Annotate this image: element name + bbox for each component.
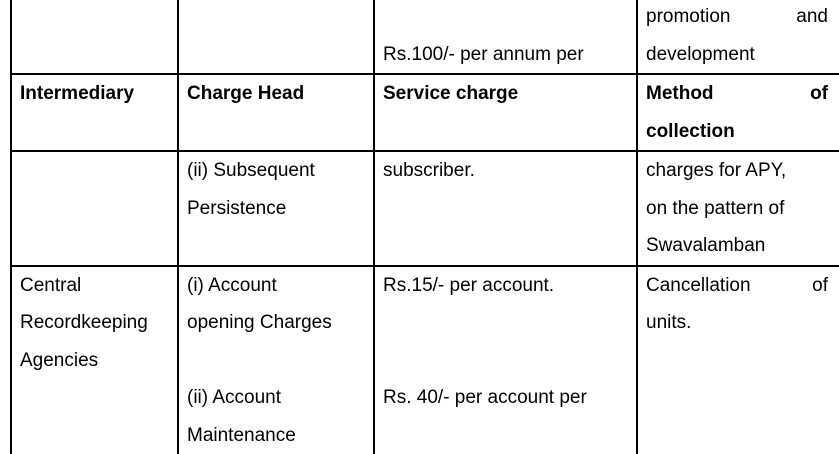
cell-method bbox=[636, 0, 839, 73]
service-charge-text: subscriber. bbox=[383, 152, 636, 190]
method-word: of bbox=[812, 267, 828, 305]
method-text: development bbox=[646, 36, 828, 74]
intermediary-text: Agencies bbox=[20, 342, 177, 380]
header-intermediary bbox=[10, 75, 177, 150]
method-text: on the pattern of bbox=[646, 190, 828, 228]
cell-method bbox=[636, 267, 839, 454]
service-charge-text: Rs.15/- per account. bbox=[383, 267, 636, 305]
cell-method bbox=[636, 152, 839, 265]
table-row-continued bbox=[10, 0, 839, 75]
cell-intermediary-empty bbox=[10, 0, 177, 73]
header-method-word: Method bbox=[646, 75, 714, 113]
header-charge-head-label: Charge Head bbox=[187, 75, 373, 113]
header-charge-head bbox=[177, 75, 373, 150]
service-charge-text: Rs. 40/- per account per bbox=[383, 379, 636, 417]
method-word: and bbox=[796, 0, 828, 36]
intermediary-text: Recordkeeping bbox=[20, 304, 177, 342]
method-word: Cancellation bbox=[646, 267, 751, 305]
table-header-row bbox=[10, 75, 839, 152]
charge-head-text: opening Charges bbox=[187, 304, 373, 342]
cell-service-charge bbox=[373, 0, 636, 73]
cell-service-charge bbox=[373, 267, 636, 454]
header-method-word: of bbox=[810, 75, 828, 113]
service-charge-text: Rs.100/- per annum per bbox=[383, 36, 636, 74]
header-service-charge-label: Service charge bbox=[383, 75, 636, 113]
method-word: promotion bbox=[646, 0, 731, 36]
cell-intermediary-empty bbox=[10, 152, 177, 265]
charge-head-text: (ii) Account bbox=[187, 379, 373, 417]
charge-head-text: (i) Account bbox=[187, 267, 373, 305]
charges-table bbox=[10, 0, 839, 454]
header-method-label: collection bbox=[646, 113, 828, 151]
method-text: Swavalamban bbox=[646, 227, 828, 265]
method-text: units. bbox=[646, 304, 828, 342]
cell-charge-head bbox=[177, 152, 373, 265]
charge-head-text: (ii) Subsequent bbox=[187, 152, 373, 190]
cell-service-charge bbox=[373, 152, 636, 265]
charge-head-text: Maintenance bbox=[187, 417, 373, 454]
header-service-charge bbox=[373, 75, 636, 150]
cell-charge-head bbox=[177, 267, 373, 454]
table-row-subsequent bbox=[10, 152, 839, 267]
intermediary-text: Central bbox=[20, 267, 177, 305]
table-row-cra bbox=[10, 267, 839, 454]
header-method bbox=[636, 75, 839, 150]
cell-charge-head-empty bbox=[177, 0, 373, 73]
charge-head-text: Persistence bbox=[187, 190, 373, 228]
cell-intermediary bbox=[10, 267, 177, 454]
method-text: charges for APY, bbox=[646, 152, 828, 190]
header-intermediary-label: Intermediary bbox=[20, 75, 177, 113]
